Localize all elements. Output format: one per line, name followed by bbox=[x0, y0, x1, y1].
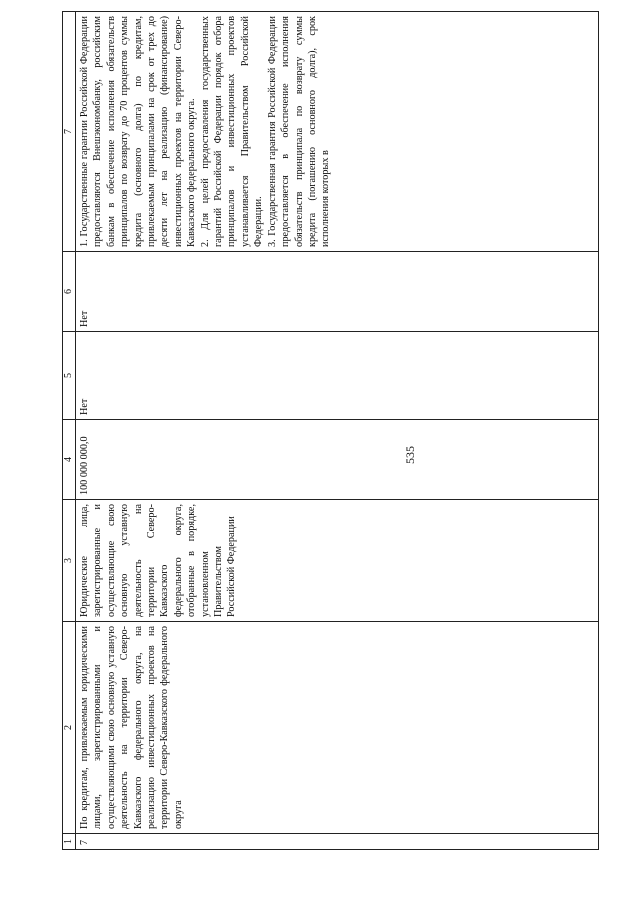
column-header: 1 bbox=[63, 834, 76, 850]
column-header: 3 bbox=[63, 500, 76, 622]
page-number: 535 bbox=[403, 446, 417, 464]
guarantee-table-wrapper bbox=[62, 12, 600, 850]
header-row bbox=[63, 12, 76, 850]
table-row bbox=[76, 12, 599, 850]
credit-description-cell: По кредитам, привлекаемым юридическими лицами, зарегистрированными и осуществляющими свою основную уставную деятельность на территории Северо-Кавказского федерального округа, на реализацию инвестиционных проектов на территории Северо-Кавказского федерального округа bbox=[76, 622, 599, 834]
column-header: 4 bbox=[63, 420, 76, 500]
row-number-cell: 7 bbox=[76, 834, 599, 850]
conditions-cell bbox=[76, 12, 599, 252]
column-header: 6 bbox=[63, 252, 76, 332]
condition-paragraph: 2. Для целей предоставления государственных гарантий Российской Федерации порядок отбора принципалов и инвестиционных проектов устанавливается Правительством Российской Федерации. bbox=[199, 16, 265, 247]
col6-cell: Нет bbox=[76, 252, 599, 332]
guarantee-table bbox=[62, 11, 599, 850]
column-header: 2 bbox=[63, 622, 76, 834]
col5-cell: Нет bbox=[76, 332, 599, 420]
rotated-sheet bbox=[62, 12, 600, 850]
column-header: 7 bbox=[63, 12, 76, 252]
principal-cell: Юридические лица, зарегистрированные и осуществляющие свою основную уставную деятельность на территории Северо-Кавказского федерального округа, отобранные в порядке, установленном Правительством Российской Федерации bbox=[76, 500, 599, 622]
amount-cell: 100 000 000,0 bbox=[76, 420, 599, 500]
column-header: 5 bbox=[63, 332, 76, 420]
condition-paragraph: 3. Государственная гарантия Российской Федерации предоставляется в обеспечение исполнения обязательств принципала по возврату суммы кредита (погашению основного долга), срок исполнения которых в bbox=[266, 16, 332, 247]
condition-paragraph: 1. Государственные гарантии Российской Федерации предоставляются Внешэкономбанку, российским банкам в обеспечение исполнения обязательств принципалов по возврату до 70 процентов суммы кредита (основного долга) по кредитам, привлекаемым принципалами на срок от трех до десяти лет на реализацию (финансирование) инвестиционных проектов на территории Северо-Кавказского федерального округа. bbox=[79, 16, 198, 247]
